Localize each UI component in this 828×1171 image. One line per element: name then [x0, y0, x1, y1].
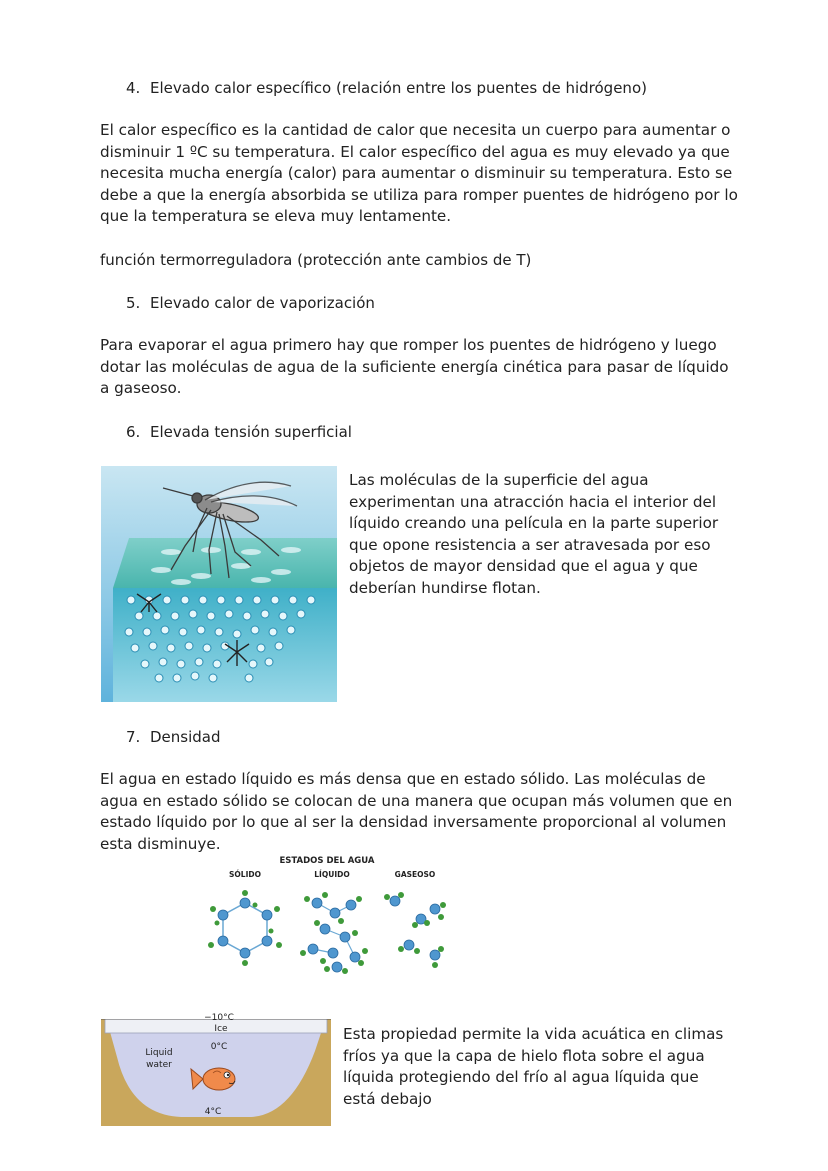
- section-7-text: El agua en estado líquido es más densa que en estado sólido. Las moléculas de agua en estado sólido se colocan de una manera que ocupan más volumen que en estado líquido por lo que al ser la densidad inversamente proporcional al volumen esta disminuye.: [100, 770, 733, 853]
- section-7-title: Densidad: [150, 728, 221, 746]
- surface-tension-illustration: [101, 466, 337, 702]
- bottom-temperature-label: 4°C: [204, 1107, 222, 1117]
- section-6-heading: [126, 422, 352, 442]
- ice-label: Ice: [214, 1024, 228, 1034]
- section-5-heading: [126, 293, 375, 313]
- section-4-text: El calor específico es la cantidad de calor que necesita un cuerpo para aumentar o disminuir 1 ºC su temperatura. El calor específico del agua es muy elevado ya que necesita mucha energía (calor) para aumentar o disminuir su temperatura. Esto se debe a que la energía absorbida se utiliza para romper puentes de hidrógeno por lo que la temperatura se eleva muy lentamente.: [100, 121, 738, 226]
- section-4-heading: [126, 78, 647, 98]
- section-6-text: Las moléculas de la superficie del agua experimentan una atracción hacia el interior del líquido creando una película en la parte superior que opone resistencia a ser atravesada por eso objetos de mayor densidad que el agua y que deberían hundirse flotan.: [349, 471, 719, 597]
- section-5-text: Para evaporar el agua primero hay que romper los puentes de hidrógeno y luego dotar las moléculas de agua de la suficiente energía cinética para pasar de líquido a gaseoso.: [100, 336, 729, 398]
- section-5-number: 5.: [126, 294, 141, 312]
- solid-molecules: [208, 890, 282, 966]
- gas-label: GASEOSO: [394, 870, 436, 879]
- section-5-title: Elevado calor de vaporización: [150, 294, 375, 312]
- section-6-paragraph: [349, 470, 729, 600]
- liquid-label: LÍQUIDO: [314, 870, 350, 879]
- section-7-side-paragraph: [343, 1024, 733, 1110]
- water-states-title: ESTADOS DEL AGUA: [279, 856, 375, 866]
- section-4-paragraph: [100, 120, 740, 228]
- top-temperature-label: −10°C: [204, 1013, 234, 1023]
- section-7-heading: [126, 727, 221, 747]
- liquid-molecules: [300, 892, 368, 974]
- section-4-note: función termorreguladora (protección ante cambios de T): [100, 251, 532, 269]
- section-6-title: Elevada tensión superficial: [150, 423, 352, 441]
- section-4-number: 4.: [126, 79, 141, 97]
- zero-temperature-label: 0°C: [210, 1042, 228, 1052]
- section-5-paragraph: [100, 335, 740, 400]
- frozen-lake-figure: [101, 1011, 331, 1126]
- section-4-title: Elevado calor específico (relación entre los puentes de hidrógeno): [150, 79, 647, 97]
- section-7-paragraph: [100, 769, 740, 855]
- liquid-water-label-line1: Liquid: [145, 1048, 173, 1058]
- section-7-number: 7.: [126, 728, 141, 746]
- gas-molecules: [384, 892, 446, 968]
- water-states-figure: [195, 853, 455, 977]
- section-7-side-text: Esta propiedad permite la vida acuática en climas fríos ya que la capa de hielo flota sobre el agua líquida protegiendo del frío al agua líquida que está debajo: [343, 1025, 724, 1108]
- solid-label: SÓLIDO: [229, 870, 261, 879]
- liquid-water-label-line2: water: [146, 1060, 172, 1070]
- section-6-number: 6.: [126, 423, 141, 441]
